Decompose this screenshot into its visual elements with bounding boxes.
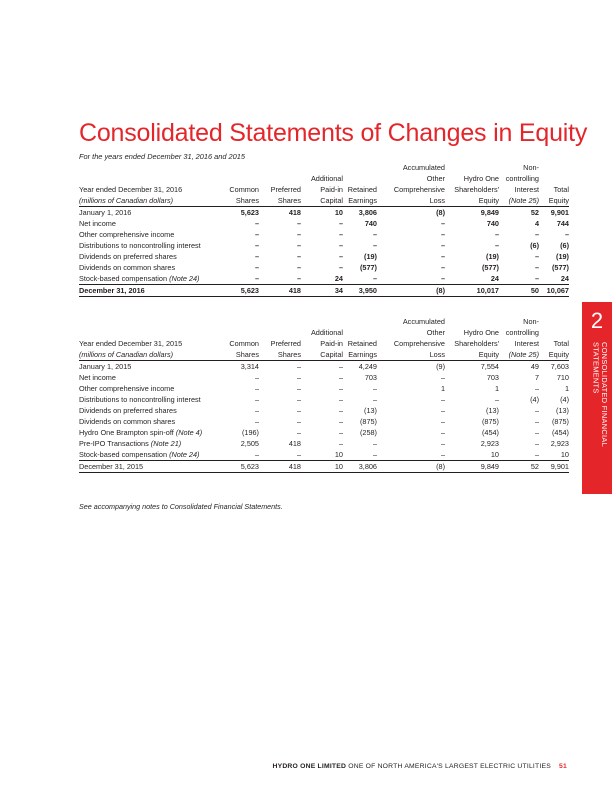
column-header-ho-equity: Equity xyxy=(445,349,499,361)
cell-preferred: – xyxy=(296,219,301,228)
cell-nci: – xyxy=(534,406,539,415)
column-header-preferred: Preferred xyxy=(270,339,301,348)
row-label-text: Dividends on common shares xyxy=(79,263,176,272)
row-label xyxy=(79,394,215,405)
cell-apic: – xyxy=(338,373,343,382)
cell-ho-equity: (454) xyxy=(481,428,499,437)
row-label xyxy=(79,262,215,273)
total-cell-aoci: (8) xyxy=(377,285,445,297)
table-row xyxy=(79,416,569,427)
cell-apic: – xyxy=(338,241,343,250)
column-header-aoci: Accumulated xyxy=(402,163,445,172)
column-header-nci: (Note 25) xyxy=(499,349,539,361)
row-label-text: January 1, 2016 xyxy=(79,208,132,217)
cell-nci: (4) xyxy=(530,395,539,404)
cell-preferred: 418 xyxy=(288,439,301,448)
header-label-units: (millions of Canadian dollars) xyxy=(79,195,215,207)
cell-total: (577) xyxy=(551,263,569,272)
table-row xyxy=(79,273,569,285)
cell-retained: 703 xyxy=(364,373,377,382)
cell-apic: 10 xyxy=(301,449,343,461)
cell-ho-equity: (19) xyxy=(486,252,499,261)
cell-retained: 3,806 xyxy=(358,208,377,217)
table-row xyxy=(79,394,569,405)
cell-apic: – xyxy=(338,384,343,393)
cell-common: – xyxy=(254,395,259,404)
cell-apic: – xyxy=(338,362,343,371)
column-header-apic xyxy=(301,316,343,327)
cell-total: (6) xyxy=(560,241,569,250)
cell-aoci: – xyxy=(377,273,445,285)
cell-aoci: – xyxy=(440,395,445,404)
cell-apic: – xyxy=(338,219,343,228)
section-tab xyxy=(582,302,612,494)
total-cell-nci: 50 xyxy=(499,285,539,297)
total-cell-apic: 34 xyxy=(301,285,343,297)
page-footer xyxy=(272,763,567,770)
row-label xyxy=(79,438,215,449)
cell-ho-equity: (13) xyxy=(486,406,499,415)
cell-preferred: – xyxy=(296,406,301,415)
cell-apic: 24 xyxy=(301,273,343,285)
cell-aoci: – xyxy=(440,439,445,448)
total-cell-common: 5,623 xyxy=(215,461,259,473)
row-note-ref: (Note 24) xyxy=(169,274,200,283)
cell-preferred: – xyxy=(259,449,301,461)
row-label-text: Dividends on preferred shares xyxy=(79,406,177,415)
column-header-nci: controlling xyxy=(505,174,539,183)
column-header-retained xyxy=(343,173,377,184)
cell-preferred: – xyxy=(296,395,301,404)
column-header-retained xyxy=(343,316,377,327)
column-header-ho-equity: Equity xyxy=(445,195,499,207)
column-header-common xyxy=(215,327,259,338)
table-row xyxy=(79,240,569,251)
column-header-common xyxy=(215,316,259,327)
cell-retained: 740 xyxy=(364,219,377,228)
cell-common: – xyxy=(254,373,259,382)
row-label-text: Stock-based compensation xyxy=(79,274,168,283)
total-cell-preferred: 418 xyxy=(259,461,301,473)
header-label-title: Year ended December 31, 2015 xyxy=(79,339,183,348)
cell-common: – xyxy=(254,241,259,250)
footnote: See accompanying notes to Consolidated Financial Statements. xyxy=(79,502,283,511)
column-header-retained: Earnings xyxy=(343,349,377,361)
total-row xyxy=(79,461,569,473)
column-header-retained xyxy=(343,327,377,338)
cell-total: 9,901 xyxy=(550,208,569,217)
cell-preferred: – xyxy=(296,230,301,239)
column-header-common: Shares xyxy=(215,195,259,207)
cell-retained: (577) xyxy=(359,263,377,272)
cell-nci: – xyxy=(534,252,539,261)
total-cell-total: 10,067 xyxy=(539,285,569,297)
cell-apic: – xyxy=(338,417,343,426)
header-label-title: Year ended December 31, 2016 xyxy=(79,185,183,194)
total-cell-apic: 10 xyxy=(301,461,343,473)
cell-nci: 7 xyxy=(534,373,539,382)
column-header-nci: (Note 25) xyxy=(499,195,539,207)
table-row xyxy=(79,361,569,373)
column-header-aoci: Comprehensive xyxy=(393,185,445,194)
column-header-retained: Retained xyxy=(347,339,377,348)
column-header-apic: Additional xyxy=(310,174,343,183)
column-header-aoci: Other xyxy=(426,328,445,337)
column-header-common xyxy=(215,173,259,184)
cell-ho-equity: 9,849 xyxy=(480,208,499,217)
cell-common: – xyxy=(254,263,259,272)
column-header-retained xyxy=(343,162,377,173)
row-label xyxy=(79,361,215,373)
cell-apic: – xyxy=(338,395,343,404)
column-header-nci: controlling xyxy=(505,328,539,337)
column-header-ho-equity: Shareholders' xyxy=(454,185,499,194)
cell-preferred: – xyxy=(296,263,301,272)
cell-common: 3,314 xyxy=(240,362,259,371)
cell-nci: – xyxy=(499,449,539,461)
cell-aoci: – xyxy=(440,241,445,250)
cell-retained: – xyxy=(372,439,377,448)
cell-preferred: – xyxy=(296,252,301,261)
column-header-ho-equity xyxy=(445,162,499,173)
column-header-total: Equity xyxy=(539,195,569,207)
column-header-total xyxy=(539,316,569,327)
column-header-total xyxy=(539,173,569,184)
column-header-preferred: Preferred xyxy=(270,185,301,194)
header-spacer xyxy=(79,327,215,338)
table-row xyxy=(79,372,569,383)
column-header-aoci: Accumulated xyxy=(402,317,445,326)
cell-common: 2,505 xyxy=(240,439,259,448)
cell-total: (454) xyxy=(551,428,569,437)
cell-nci: – xyxy=(534,439,539,448)
column-header-total: Total xyxy=(553,185,569,194)
cell-nci: – xyxy=(534,263,539,272)
cell-ho-equity: 7,554 xyxy=(480,362,499,371)
cell-ho-equity: – xyxy=(494,241,499,250)
footer-tagline: ONE OF NORTH AMERICA'S LARGEST ELECTRIC UTILITIES xyxy=(348,763,551,770)
column-header-ho-equity xyxy=(445,316,499,327)
column-header-apic: Capital xyxy=(301,195,343,207)
total-cell-common: 5,623 xyxy=(215,285,259,297)
cell-ho-equity: 10 xyxy=(445,449,499,461)
cell-ho-equity: 24 xyxy=(445,273,499,285)
row-note-ref: (Note 24) xyxy=(169,450,200,459)
table-row xyxy=(79,383,569,394)
cell-aoci: – xyxy=(377,449,445,461)
cell-retained: – xyxy=(372,241,377,250)
column-header-apic: Capital xyxy=(301,349,343,361)
equity-table-2016 xyxy=(79,162,569,297)
column-header-preferred xyxy=(259,173,301,184)
column-header-common: Common xyxy=(229,339,259,348)
total-cell-nci: 52 xyxy=(499,461,539,473)
row-label-text: Net income xyxy=(79,373,116,382)
cell-nci: – xyxy=(534,384,539,393)
column-header-apic xyxy=(301,162,343,173)
row-label xyxy=(79,273,215,285)
cell-retained: – xyxy=(343,449,377,461)
cell-aoci: – xyxy=(440,263,445,272)
total-row xyxy=(79,285,569,297)
cell-common: – xyxy=(254,252,259,261)
table-row xyxy=(79,438,569,449)
cell-aoci: – xyxy=(440,406,445,415)
table-row xyxy=(79,251,569,262)
cell-common: – xyxy=(254,384,259,393)
total-cell-preferred: 418 xyxy=(259,285,301,297)
row-label-text: Other comprehensive income xyxy=(79,230,175,239)
column-header-ho-equity: Hydro One xyxy=(463,328,499,337)
column-header-preferred xyxy=(259,162,301,173)
column-header-aoci: Loss xyxy=(377,195,445,207)
section-number: 2 xyxy=(590,308,604,333)
cell-retained: – xyxy=(372,384,377,393)
cell-aoci: – xyxy=(440,219,445,228)
column-header-total xyxy=(539,162,569,173)
cell-total: (19) xyxy=(556,252,569,261)
cell-aoci: – xyxy=(440,417,445,426)
row-note-ref: (Note 4) xyxy=(175,428,203,437)
cell-ho-equity: 2,923 xyxy=(480,439,499,448)
cell-nci: – xyxy=(499,273,539,285)
total-row-label: December 31, 2016 xyxy=(79,285,215,297)
cell-total: 710 xyxy=(556,373,569,382)
column-header-total xyxy=(539,327,569,338)
cell-common: (196) xyxy=(241,428,259,437)
column-header-aoci: Comprehensive xyxy=(393,339,445,348)
row-label-text: Other comprehensive income xyxy=(79,384,175,393)
cell-aoci: (8) xyxy=(436,208,445,217)
column-header-common: Common xyxy=(229,185,259,194)
cell-total: 1 xyxy=(564,384,569,393)
row-label-text: Net income xyxy=(79,219,116,228)
total-cell-aoci: (8) xyxy=(377,461,445,473)
cell-nci: – xyxy=(534,428,539,437)
cell-common: – xyxy=(254,219,259,228)
table-row xyxy=(79,262,569,273)
row-label xyxy=(79,416,215,427)
row-label xyxy=(79,383,215,394)
header-spacer xyxy=(79,316,215,327)
cell-nci: – xyxy=(534,230,539,239)
cell-total: (13) xyxy=(556,406,569,415)
cell-ho-equity: – xyxy=(494,395,499,404)
column-header-total: Total xyxy=(553,339,569,348)
column-header-nci: Non- xyxy=(523,163,539,172)
cell-preferred: – xyxy=(296,384,301,393)
column-header-ho-equity: Hydro One xyxy=(463,174,499,183)
row-label xyxy=(79,251,215,262)
row-label-text: Dividends on common shares xyxy=(79,417,176,426)
column-header-apic: Additional xyxy=(310,328,343,337)
cell-aoci: (9) xyxy=(436,362,445,371)
row-label-text: Hydro One Brampton spin-off xyxy=(79,428,174,437)
cell-aoci: – xyxy=(440,428,445,437)
cell-retained: 4,249 xyxy=(358,362,377,371)
cell-apic: – xyxy=(338,252,343,261)
cell-nci: (6) xyxy=(530,241,539,250)
cell-retained: – xyxy=(343,273,377,285)
column-header-nci: Non- xyxy=(523,317,539,326)
cell-retained: (13) xyxy=(364,406,377,415)
column-header-preferred xyxy=(259,327,301,338)
header-spacer xyxy=(79,173,215,184)
row-label xyxy=(79,449,215,461)
column-header-ho-equity: Shareholders' xyxy=(454,339,499,348)
cell-nci: 52 xyxy=(530,208,539,217)
cell-total: 744 xyxy=(556,219,569,228)
row-label xyxy=(79,207,215,219)
column-header-preferred: Shares xyxy=(259,349,301,361)
cell-ho-equity: 703 xyxy=(486,373,499,382)
cell-preferred: 418 xyxy=(288,208,301,217)
cell-apic: – xyxy=(338,428,343,437)
equity-table-2015 xyxy=(79,316,569,473)
cell-total: 24 xyxy=(539,273,569,285)
cell-common: – xyxy=(215,449,259,461)
total-cell-ho-equity: 10,017 xyxy=(445,285,499,297)
total-cell-retained: 3,950 xyxy=(343,285,377,297)
column-header-total: Equity xyxy=(539,349,569,361)
table-row xyxy=(79,427,569,438)
cell-total: 10 xyxy=(539,449,569,461)
column-header-preferred xyxy=(259,316,301,327)
cell-aoci: – xyxy=(440,230,445,239)
cell-total: 2,923 xyxy=(550,439,569,448)
header-spacer xyxy=(79,162,215,173)
row-label-text: Pre-IPO Transactions xyxy=(79,439,149,448)
cell-ho-equity: 740 xyxy=(486,219,499,228)
cell-preferred: – xyxy=(296,362,301,371)
cell-retained: (19) xyxy=(364,252,377,261)
cell-apic: 10 xyxy=(334,208,343,217)
cell-ho-equity: 1 xyxy=(494,384,499,393)
row-label xyxy=(79,372,215,383)
cell-aoci: 1 xyxy=(440,384,445,393)
table-row xyxy=(79,218,569,229)
total-row-label: December 31, 2015 xyxy=(79,461,215,473)
cell-common: – xyxy=(254,230,259,239)
column-header-nci: Interest xyxy=(514,339,539,348)
row-label-text: Distributions to noncontrolling interest xyxy=(79,395,201,404)
cell-apic: – xyxy=(338,439,343,448)
cell-apic: – xyxy=(338,406,343,415)
cell-common: 5,623 xyxy=(240,208,259,217)
row-label xyxy=(79,240,215,251)
row-label-text: Distributions to noncontrolling interest xyxy=(79,241,201,250)
cell-total: – xyxy=(564,230,569,239)
row-label xyxy=(79,229,215,240)
column-header-common: Shares xyxy=(215,349,259,361)
column-header-common xyxy=(215,162,259,173)
total-cell-retained: 3,806 xyxy=(343,461,377,473)
cell-nci: – xyxy=(534,417,539,426)
cell-retained: – xyxy=(372,230,377,239)
cell-aoci: – xyxy=(440,252,445,261)
page-number: 51 xyxy=(559,763,567,770)
footer-company: HYDRO ONE LIMITED xyxy=(272,763,347,770)
cell-retained: (875) xyxy=(359,417,377,426)
cell-ho-equity: (875) xyxy=(481,417,499,426)
row-label-text: January 1, 2015 xyxy=(79,362,132,371)
cell-common: – xyxy=(215,273,259,285)
column-header-retained: Retained xyxy=(347,185,377,194)
column-header-nci: Interest xyxy=(514,185,539,194)
row-label-text: Dividends on preferred shares xyxy=(79,252,177,261)
cell-total: (4) xyxy=(560,395,569,404)
table-row xyxy=(79,207,569,219)
cell-total: 7,603 xyxy=(550,362,569,371)
page-title: Consolidated Statements of Changes in Equity xyxy=(79,119,588,147)
cell-ho-equity: – xyxy=(494,230,499,239)
cell-apic: – xyxy=(338,263,343,272)
row-note-ref: (Note 21) xyxy=(150,439,182,448)
row-label xyxy=(79,218,215,229)
cell-retained: (258) xyxy=(359,428,377,437)
row-label-text: Stock-based compensation xyxy=(79,450,168,459)
column-header-apic: Paid-in xyxy=(320,339,343,348)
column-header-aoci: Other xyxy=(426,174,445,183)
section-label: CONSOLIDATED FINANCIAL STATEMENTS xyxy=(591,342,609,448)
cell-ho-equity: (577) xyxy=(481,263,499,272)
table-row xyxy=(79,405,569,416)
cell-apic: – xyxy=(338,230,343,239)
page-subtitle: For the years ended December 31, 2016 and 2015 xyxy=(79,152,245,161)
cell-preferred: – xyxy=(296,417,301,426)
cell-nci: 49 xyxy=(530,362,539,371)
cell-common: – xyxy=(254,406,259,415)
total-cell-total: 9,901 xyxy=(539,461,569,473)
cell-nci: 4 xyxy=(534,219,539,228)
header-label-units: (millions of Canadian dollars) xyxy=(79,349,215,361)
column-header-retained: Earnings xyxy=(343,195,377,207)
column-header-preferred: Shares xyxy=(259,195,301,207)
cell-retained: – xyxy=(372,395,377,404)
cell-preferred: – xyxy=(296,373,301,382)
total-cell-ho-equity: 9,849 xyxy=(445,461,499,473)
column-header-apic: Paid-in xyxy=(320,185,343,194)
cell-preferred: – xyxy=(296,241,301,250)
cell-preferred: – xyxy=(296,428,301,437)
column-header-aoci: Loss xyxy=(377,349,445,361)
cell-total: (875) xyxy=(551,417,569,426)
cell-common: – xyxy=(254,417,259,426)
table-row xyxy=(79,449,569,461)
cell-preferred: – xyxy=(259,273,301,285)
row-label xyxy=(79,405,215,416)
cell-aoci: – xyxy=(440,373,445,382)
row-label xyxy=(79,427,215,438)
table-row xyxy=(79,229,569,240)
